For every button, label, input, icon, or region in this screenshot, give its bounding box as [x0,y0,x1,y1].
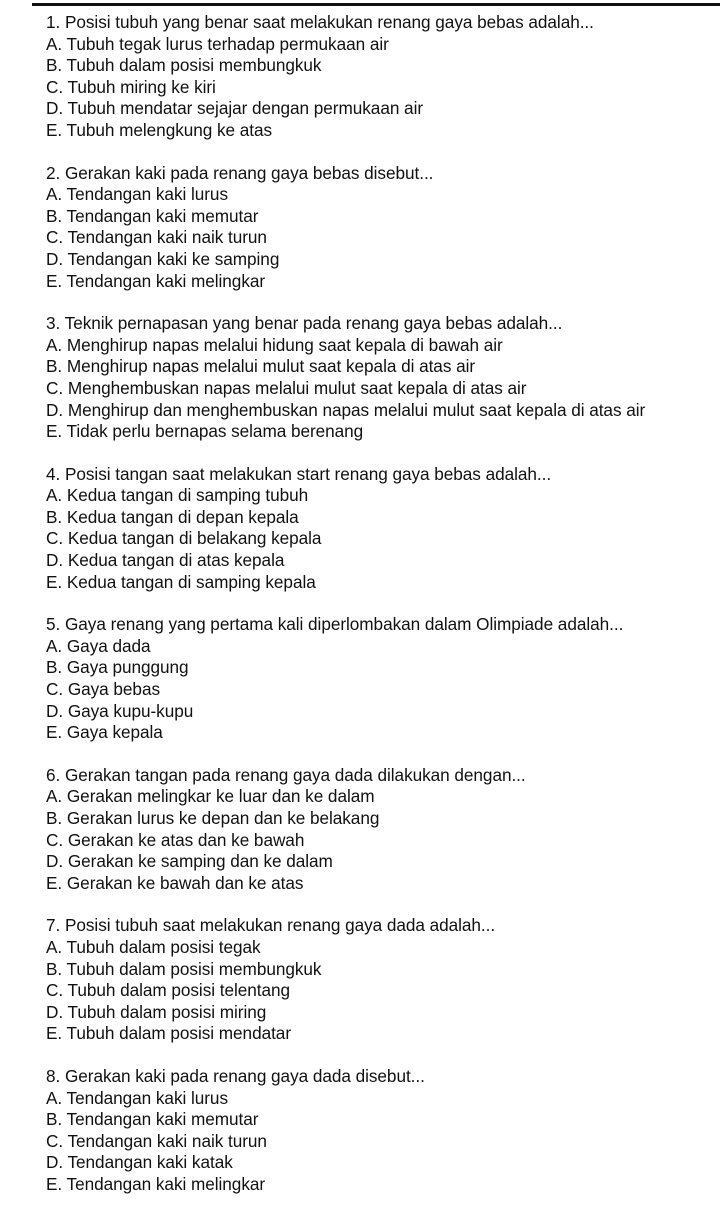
option-e: E. Tendangan kaki melingkar [46,1173,266,1194]
option-d: D. Tubuh mendatar sejajar dengan permukaan air [46,98,424,119]
option-e: E. Tidak perlu bernapas selama berenang [46,421,364,442]
option-e: E. Gerakan ke bawah dan ke atas [46,872,304,893]
question-2 [46,163,720,293]
option-d: D. Tendangan kaki ke samping [46,248,280,269]
option-d: D. Tendangan kaki katak [46,1152,233,1173]
option-c: C. Gaya bebas [46,679,160,700]
option-e: E. Tendangan kaki melingkar [46,270,266,291]
option-c: C. Tendangan kaki naik turun [46,1130,267,1151]
option-a: A. Tendangan kaki lurus [46,1087,228,1108]
question-3 [46,313,720,443]
question-7 [46,915,720,1045]
question-sheet [46,12,720,1217]
option-a: A. Tendangan kaki lurus [46,184,228,205]
option-c: C. Tubuh dalam posisi telentang [46,980,291,1001]
option-b: B. Tendangan kaki memutar [46,1109,259,1130]
top-rule [32,3,720,6]
question-stem: 4. Posisi tangan saat melakukan start renang gaya bebas adalah... [46,463,552,484]
option-c: C. Menghembuskan napas melalui mulut saat kepala di atas air [46,377,527,398]
option-b: B. Tubuh dalam posisi membungkuk [46,958,322,979]
option-e: E. Tubuh melengkung ke atas [46,119,273,140]
question-stem: 7. Posisi tubuh saat melakukan renang gaya dada adalah... [46,915,496,936]
option-a: A. Menghirup napas melalui hidung saat kepala di bawah air [46,334,503,355]
option-e: E. Gaya kepala [46,722,163,743]
option-b: B. Gaya punggung [46,657,189,678]
option-d: D. Menghirup dan menghembuskan napas melalui mulut saat kepala di atas air [46,399,646,420]
option-a: A. Kedua tangan di samping tubuh [46,485,309,506]
option-d: D. Kedua tangan di atas kepala [46,550,285,571]
option-a: A. Tubuh tegak lurus terhadap permukaan air [46,33,389,54]
question-stem: 3. Teknik pernapasan yang benar pada renang gaya bebas adalah... [46,313,563,334]
question-8 [46,1066,720,1196]
question-6 [46,765,720,895]
option-a: A. Gaya dada [46,635,151,656]
question-5 [46,614,720,744]
option-b: B. Gerakan lurus ke depan dan ke belakang [46,808,380,828]
question-1 [46,12,720,142]
option-c: C. Kedua tangan di belakang kepala [46,528,322,549]
option-d: D. Tubuh dalam posisi miring [46,1001,267,1022]
option-b: B. Menghirup napas melalui mulut saat kepala di atas air [46,356,476,377]
question-stem: 1. Posisi tubuh yang benar saat melakukan renang gaya bebas adalah... [46,12,594,32]
option-d: D. Gaya kupu-kupu [46,700,194,721]
question-stem: 6. Gerakan tangan pada renang gaya dada dilakukan dengan... [46,764,526,785]
question-stem: 2. Gerakan kaki pada renang gaya bebas disebut... [46,162,434,183]
option-e: E. Tubuh dalam posisi mendatar [46,1023,291,1044]
option-c: C. Tubuh miring ke kiri [46,76,216,97]
option-c: C. Gerakan ke atas dan ke bawah [46,829,305,850]
option-d: D. Gerakan ke samping dan ke dalam [46,851,333,872]
option-c: C. Tendangan kaki naik turun [46,227,267,248]
option-a: A. Tubuh dalam posisi tegak [46,936,261,957]
question-stem: 8. Gerakan kaki pada renang gaya dada disebut... [46,1065,425,1086]
option-e: E. Kedua tangan di samping kepala [46,571,316,592]
option-b: B. Kedua tangan di depan kepala [46,506,299,527]
option-b: B. Tendangan kaki memutar [46,205,259,226]
option-a: A. Gerakan melingkar ke luar dan ke dalam [46,786,375,807]
option-b: B. Tubuh dalam posisi membungkuk [46,55,322,76]
question-4 [46,464,720,594]
question-stem: 5. Gaya renang yang pertama kali diperlombakan dalam Olimpiade adalah... [46,614,624,635]
